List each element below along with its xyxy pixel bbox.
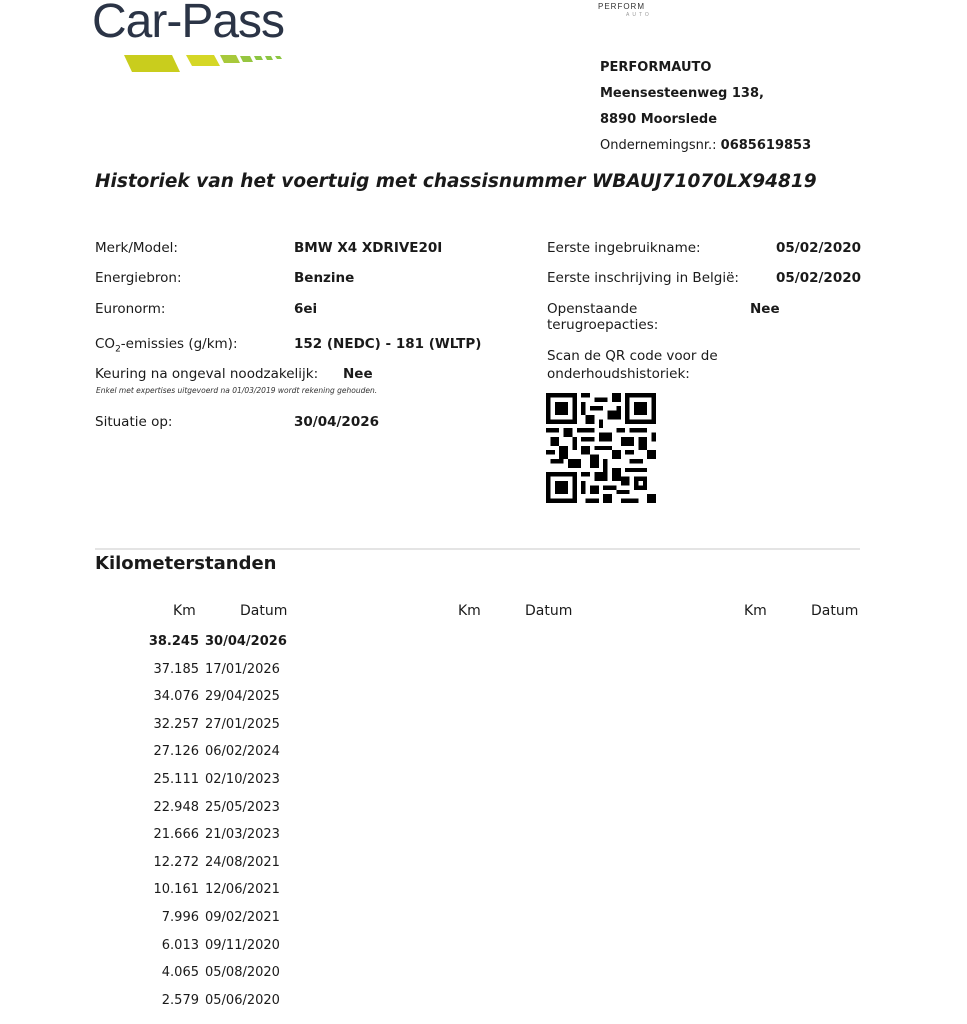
make-label: Merk/Model: [95, 240, 178, 256]
first-registration-label: Eerste inschrijving in België: [547, 270, 739, 286]
accident-label: Keuring na ongeval noodzakelijk: [95, 366, 319, 382]
co2-label-b: -emissies (g/km): [120, 336, 238, 352]
energy-value: Benzine [294, 270, 355, 286]
row-km: 25.111 [153, 772, 199, 787]
row-date: 09/02/2021 [205, 910, 280, 925]
row-km: 21.666 [153, 827, 199, 842]
row-date: 12/06/2021 [205, 882, 280, 897]
dealer-name: PERFORMAUTO [600, 60, 712, 75]
dealer-logo-sub: AUTO [626, 12, 652, 18]
recall-label-line1: Openstaande [547, 301, 638, 317]
row-date: 29/04/2025 [205, 689, 280, 704]
co2-value: 152 (NEDC) - 181 (WLTP) [294, 336, 482, 352]
accident-value: Nee [343, 366, 373, 382]
col-header-km-1: Km [173, 603, 196, 619]
recall-label [547, 301, 658, 333]
euronorm-value: 6ei [294, 301, 318, 317]
row-km: 7.996 [161, 910, 199, 925]
row-km: 4.065 [161, 965, 199, 980]
row-km: 10.161 [153, 882, 199, 897]
energy-label: Energiebron: [95, 270, 182, 286]
col-header-date-2: Datum [525, 603, 573, 619]
co2-label-sub: 2 [115, 344, 121, 355]
dealer-logo-text: PERFORM [598, 2, 645, 11]
row-date: 17/01/2026 [205, 662, 280, 677]
col-header-km-2: Km [458, 603, 481, 619]
row-km: 37.185 [153, 662, 199, 677]
section-divider [95, 548, 860, 550]
row-km: 38.245 [148, 634, 199, 649]
row-date: 02/10/2023 [205, 772, 280, 787]
col-header-km-3: Km [744, 603, 767, 619]
row-km: 27.126 [153, 744, 199, 759]
row-km: 2.579 [161, 993, 199, 1008]
first-use-label: Eerste ingebruikname: [547, 240, 701, 256]
first-use-value: 05/02/2020 [776, 240, 862, 256]
co2-label [95, 336, 238, 355]
row-date: 27/01/2025 [205, 717, 280, 732]
qr-code-icon[interactable] [546, 393, 656, 503]
row-date: 30/04/2026 [205, 634, 287, 649]
row-km: 32.257 [153, 717, 199, 732]
vat-label: Ondernemingsnr.: [600, 138, 717, 153]
row-date: 21/03/2023 [205, 827, 280, 842]
carpass-logo-stripes [124, 50, 284, 74]
document-title: Historiek van het voertuig met chassisnummer WBAUJ71070LX94819 [95, 171, 817, 192]
dealer-address [600, 55, 764, 133]
row-date: 09/11/2020 [205, 938, 280, 953]
carpass-logo: Car-Pass [92, 0, 285, 48]
row-date: 24/08/2021 [205, 855, 280, 870]
qr-label [547, 347, 718, 383]
col-header-date-1: Datum [240, 603, 288, 619]
col-header-date-3: Datum [811, 603, 859, 619]
dealer-city: 8890 Moorslede [600, 112, 718, 127]
row-date: 25/05/2023 [205, 800, 280, 815]
vat-value: 0685619853 [720, 138, 812, 153]
row-date: 05/08/2020 [205, 965, 280, 980]
row-date: 06/02/2024 [205, 744, 280, 759]
co2-label-a: CO [95, 336, 116, 352]
situation-label: Situatie op: [95, 414, 173, 430]
row-km: 6.013 [161, 938, 199, 953]
recall-value: Nee [750, 301, 780, 317]
dealer-logo [598, 2, 652, 20]
qr-label-line2: onderhoudshistoriek: [547, 366, 690, 382]
accident-note: Enkel met expertises uitgevoerd na 01/03/2019 wordt rekening gehouden. [96, 386, 378, 395]
row-km: 22.948 [153, 800, 199, 815]
first-registration-value: 05/02/2020 [776, 270, 862, 286]
recall-label-line2: terugroepacties: [547, 317, 659, 333]
euronorm-label: Euronorm: [95, 301, 166, 317]
dealer-street: Meensesteenweg 138, [600, 86, 764, 101]
situation-value: 30/04/2026 [294, 414, 380, 430]
dealer-vat [600, 138, 811, 153]
qr-label-line1: Scan de QR code voor de [547, 348, 718, 364]
make-value: BMW X4 XDRIVE20I [294, 240, 443, 256]
mileage-section-title: Kilometerstanden [95, 553, 277, 574]
row-km: 12.272 [153, 855, 199, 870]
row-km: 34.076 [153, 689, 199, 704]
row-date: 05/06/2020 [205, 993, 280, 1008]
